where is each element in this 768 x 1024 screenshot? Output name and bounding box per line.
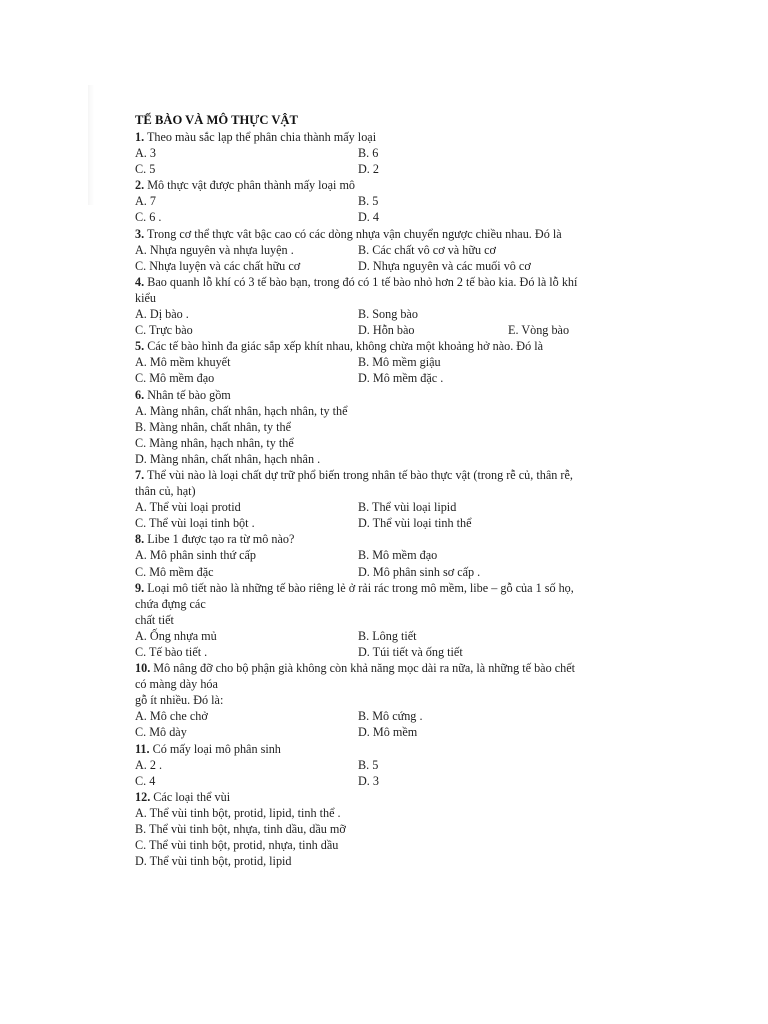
answer-option: C. Màng nhân, hạch nhân, ty thể [135,435,294,450]
question-stem [135,741,635,757]
answer-option: D. Hỗn bào [358,323,415,338]
answer-option: B. Thể vùi loại lipid [358,500,457,515]
question-number: 12. [135,789,151,804]
answer-option: A. Mô mềm khuyết [135,355,231,370]
question-stem [135,660,635,676]
question-item [135,387,635,467]
answer-option: A. Dị bào . [135,307,189,322]
question-stem [135,226,635,242]
answer-options [135,306,635,338]
question-stem-continuation [135,692,635,708]
answer-options [135,708,635,740]
question-stem-continuation [135,596,635,612]
question-stem [135,467,635,483]
answer-option: D. Mô mềm đặc . [358,371,444,386]
answer-option: D. Màng nhân, chất nhân, hạch nhân . [135,451,321,466]
question-number: 11. [135,741,150,756]
answer-option: C. 4 [135,773,156,788]
answer-option: C. Mô mềm đạo [135,371,215,386]
question-item [135,741,635,789]
answer-option: C. Mô dày [135,725,187,740]
answer-option: D. 4 [358,210,379,225]
answer-option [508,306,628,322]
question-stem [135,177,635,193]
answer-options [135,242,635,274]
answer-option: D. Nhựa nguyên và các muối vô cơ [358,258,531,273]
question-stem [135,531,635,547]
answer-options [135,547,635,579]
question-number: 1. [135,130,145,144]
question-number: 5. [135,339,145,354]
question-list [135,129,635,869]
answer-option: A. Màng nhân, chất nhân, hạch nhân, ty thể [135,403,348,418]
question-stem-continuation [135,676,635,692]
question-stem [135,387,635,403]
question-stem [135,274,635,290]
question-item [135,274,635,338]
answer-option: A. Thể vùi loại protid [135,500,241,515]
question-number: 7. [135,467,145,482]
answer-option: A. Nhựa nguyên và nhựa luyện . [135,242,294,257]
answer-option: B. Màng nhân, chất nhân, ty thể [135,419,292,434]
question-number: 2. [135,178,145,193]
answer-option: B. 6 [358,146,379,161]
question-item [135,129,635,177]
answer-option: E. Vòng bào [508,323,570,338]
question-text: Bao quanh lỗ khí có 3 tế bào bạn, trong đó có 1 tế bào nhỏ hơn 2 tế bào kia. Đó là lỗ khí [147,274,578,289]
answer-option: C. Nhựa luyện và các chất hữu cơ [135,258,301,273]
answer-option: B. Song bào [358,307,418,322]
question-text: Có mấy loại mô phân sinh [152,741,281,756]
answer-options [135,193,635,225]
question-stem [135,580,635,596]
answer-option: B. Thể vùi tinh bột, nhựa, tinh dầu, dầu mỡ [135,822,346,837]
answer-option: B. 5 [358,757,379,772]
answer-option: B. Lông tiết [358,628,417,643]
answer-option: C. Tế bào tiết . [135,645,208,659]
question-item [135,531,635,579]
quiz-document [135,111,635,869]
question-number: 4. [135,274,145,289]
question-number: 8. [135,532,145,547]
question-text: Mô thực vật được phân thành mấy loại mô [147,178,356,193]
answer-option: C. Mô mềm đặc [135,564,214,579]
question-item [135,226,635,274]
answer-options [135,805,635,869]
answer-options [135,499,635,531]
question-item [135,580,635,660]
answer-option: D. Thể vùi loại tinh thể [358,516,472,531]
question-stem-continuation [135,290,635,306]
answer-option: A. 2 . [135,757,163,772]
question-stem-continuation [135,612,635,628]
answer-options [135,145,635,177]
question-text: Theo màu sắc lạp thể phân chia thành mấy loại [146,130,377,144]
question-text: chất tiết [135,612,174,627]
question-text: thân củ, hạt) [135,484,196,499]
question-text: Các loại thể vùi [153,789,231,804]
answer-option: D. Túi tiết và ống tiết [358,645,463,659]
answer-option: D. Mô mềm [358,725,418,740]
question-text: có màng dày hóa [135,677,218,692]
question-stem [135,789,635,805]
answer-options [135,354,635,386]
question-text: Nhân tế bào gồm [147,387,231,402]
question-item [135,467,635,531]
question-item [135,660,635,740]
question-item [135,338,635,386]
answer-option: B. Mô cứng . [358,709,423,724]
question-text: kiểu [135,290,156,305]
question-stem-continuation [135,483,635,499]
question-number: 3. [135,226,145,241]
answer-option: D. 2 [358,162,379,177]
question-text: Mô nâng đỡ cho bộ phận già không còn khả năng mọc dài ra nữa, là những tế bào chết [153,661,576,676]
answer-option: A. 7 [135,194,156,209]
question-text: Các tế bào hình đa giác sắp xếp khít nhau, không chừa một khoảng hở nào. Đó là [147,339,544,354]
question-number: 6. [135,387,145,402]
question-item [135,177,635,225]
answer-options [135,757,635,789]
answer-options [135,403,635,467]
question-text: Trong cơ thể thực vât bậc cao có các dòng nhựa vận chuyển ngược chiều nhau. Đó là [146,226,562,241]
question-text: Thể vùi nào là loại chất dự trữ phổ biến trong nhân tế bào thực vật (trong rễ củ, thân rễ, [146,467,573,482]
question-text: Libe 1 được tạo ra từ mô nào? [147,532,295,547]
answer-option: B. 5 [358,194,379,209]
question-stem [135,338,635,354]
answer-option: C. 6 . [135,210,162,225]
answer-option: A. Thể vùi tinh bột, protid, lipid, tinh thể . [135,805,341,820]
question-number: 10. [135,661,151,676]
answer-option: B. Mô mềm giậu [358,355,441,370]
question-text: Loại mô tiết nào là những tế bào riêng lẻ ở rải rác trong mô mềm, libe – gỗ của 1 số họ, [147,580,574,595]
question-item [135,789,635,869]
question-text: gỗ ít nhiều. Đó là: [135,693,224,708]
answer-option: A. Mô che chở [135,709,208,724]
answer-option: D. 3 [358,773,379,788]
answer-option: C. Thể vùi loại tinh bột . [135,516,255,531]
question-number: 9. [135,580,145,595]
answer-option: A. Mô phân sinh thứ cấp [135,548,257,563]
scan-edge-shadow [88,85,94,205]
answer-option: C. 5 [135,162,156,177]
answer-option: B. Mô mềm đạo [358,548,438,563]
document-title: TẾ BÀO VÀ MÔ THỰC VẬT [135,113,298,127]
question-text: chứa đựng các [135,596,206,611]
answer-options [135,628,635,660]
answer-option: A. Ống nhựa mủ [135,628,217,643]
answer-option: B. Các chất vô cơ và hữu cơ [358,242,496,257]
answer-option: D. Thể vùi tinh bột, protid, lipid [135,854,292,869]
answer-option: D. Mô phân sinh sơ cấp . [358,564,481,579]
answer-option: A. 3 [135,146,156,161]
question-stem [135,129,635,145]
answer-option: C. Thể vùi tinh bột, protid, nhựa, tinh dầu [135,838,339,853]
answer-option: C. Trực bào [135,323,193,338]
